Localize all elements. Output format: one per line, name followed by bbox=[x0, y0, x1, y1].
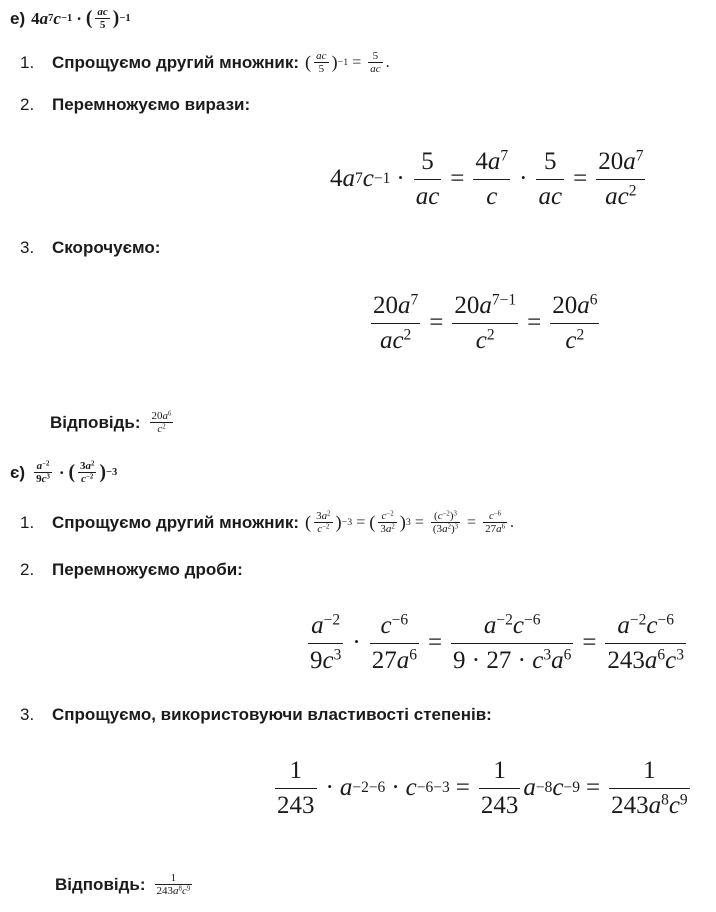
step-number: 3. bbox=[20, 238, 35, 257]
part2-answer bbox=[55, 872, 195, 897]
step-text: Спрощуємо другий множник: bbox=[52, 512, 300, 532]
step-text: Перемножуємо дроби: bbox=[52, 560, 243, 579]
step-number: 2. bbox=[20, 95, 35, 114]
part2-step2-formula: $\frac{a^{-2}}{9c^3}$ · $\frac{c^{-6}}{27a^6}$ = $\frac{a^{-2}c^{-6}}{9 \cdot 27 \cdot c^3a^6}$ = $\frac{a^{-2}c^{-6}}{243a^6c^3}$ bbox=[310, 611, 685, 674]
part2-heading bbox=[10, 460, 117, 485]
step-text: Скорочуємо: bbox=[52, 238, 161, 257]
part1-step3-formula: $\frac{20a^7}{ac^2}$ = $\frac{20a^{7-1}}{c^2}$ = $\frac{20a^6}{c^2}$ bbox=[373, 291, 598, 354]
part1-answer bbox=[50, 410, 176, 435]
part2-step2 bbox=[20, 560, 243, 580]
answer-label: Відповідь: bbox=[50, 412, 141, 432]
part2-label: є) bbox=[10, 462, 26, 482]
answer-label: Відповідь: bbox=[55, 874, 146, 894]
step-text: Спрощуємо другий множник: bbox=[52, 52, 300, 72]
part1-answer-value: $\frac{20a^6}{c^2}$ bbox=[151, 410, 172, 436]
part1-step2 bbox=[20, 95, 250, 115]
part2-step1 bbox=[20, 510, 514, 535]
step-text: Спрощуємо, використовуючи властивості степенів: bbox=[52, 705, 492, 724]
part1-problem-expression: 4 a 7 c −1 · ( $\frac{ac}{5}$ ) −1 bbox=[31, 6, 131, 32]
part1-step1 bbox=[20, 50, 390, 75]
part1-label: е) bbox=[10, 8, 26, 28]
part1-step1-formula: ( $\frac{ac}{5}$ ) −1 = $\frac{5}{ac}$ . bbox=[305, 50, 390, 76]
part2-problem-expression: $\frac{a^{-2}}{9c^3}$ · ( $\frac{3a^2}{c^{-2}}$ ) −3 bbox=[36, 460, 118, 486]
part2-answer-value: $\frac{1}{243a^8c^9}$ bbox=[156, 872, 191, 898]
step-number: 3. bbox=[20, 705, 35, 724]
part1-step3 bbox=[20, 238, 160, 258]
part2-step1-formula: ( $\frac{3a^2}{c^{-2}}$ ) −3 = ( $\frac{c^{-2}}{3a^2}$ ) 3 = $\frac{(c^{-2})^3}{(3a^2)^3}$ = $\frac{c^{-6}}{27a^6}$ . bbox=[305, 510, 514, 536]
step-number: 1. bbox=[20, 52, 35, 72]
step-text: Перемножуємо вирази: bbox=[52, 95, 251, 114]
part1-heading bbox=[10, 6, 131, 31]
part2-step3-formula: $\frac{1}{243}$ · a −2−6 · c −6−3 = $\frac{1}{243}$ a −8 c −9 = $\frac{1}{243a^8c^9}$ bbox=[277, 757, 688, 819]
part1-step2-formula: 4 a 7 c −1 · $\frac{5}{ac}$ = $\frac{4a^7}{c}$ · $\frac{5}{ac}$ = $\frac{20a^7}{ac^2}$ bbox=[330, 147, 644, 210]
part2-step3 bbox=[20, 705, 492, 725]
step-number: 2. bbox=[20, 560, 35, 579]
step-number: 1. bbox=[20, 512, 35, 532]
